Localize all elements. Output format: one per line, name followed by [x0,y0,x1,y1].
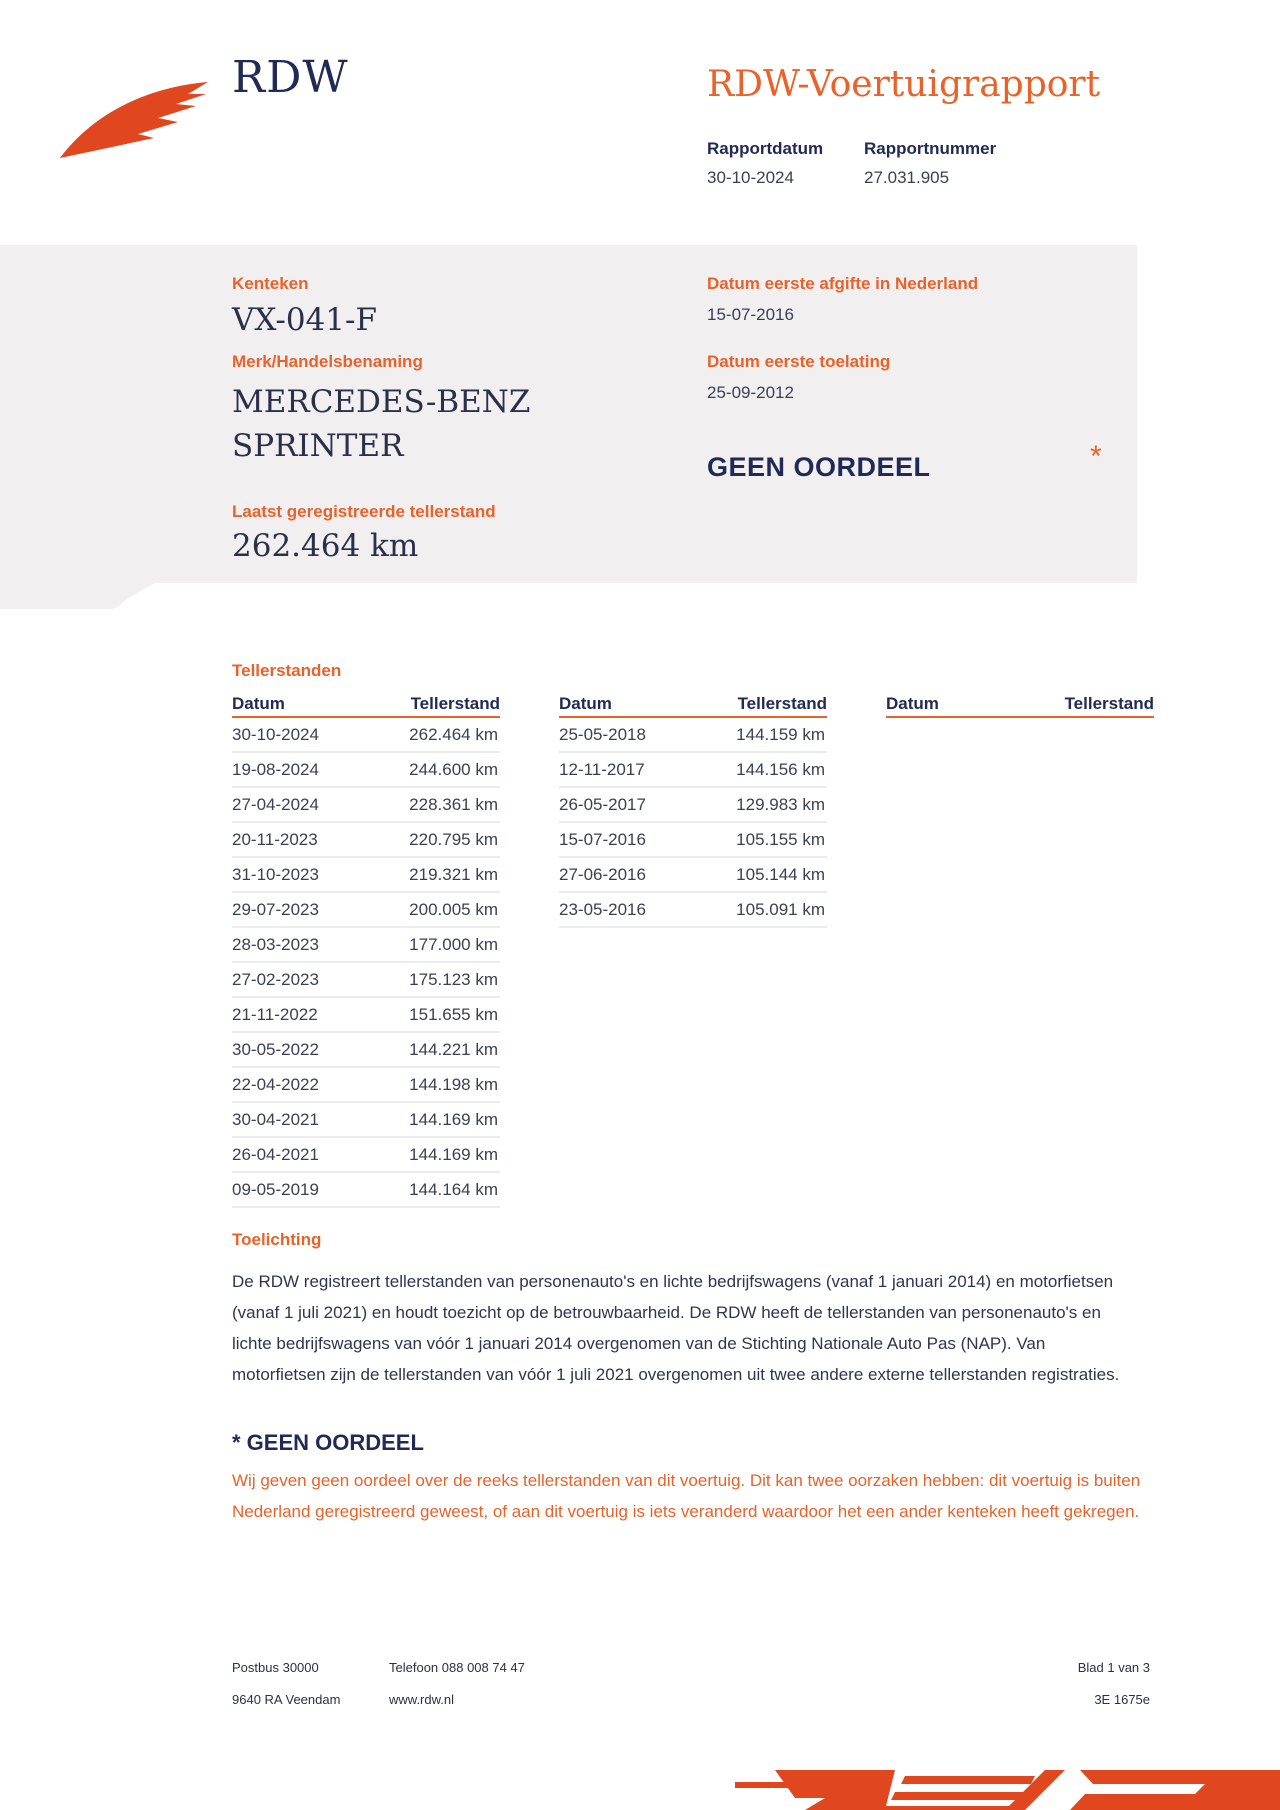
row-reading: 200.005 km [409,899,498,919]
plate-value: VX-041-F [232,302,377,338]
table-row [232,858,500,893]
table-row [559,893,827,928]
row-date: 30-04-2021 [232,1109,319,1129]
row-date: 20-11-2023 [232,829,318,849]
table-row [232,1103,500,1138]
row-reading: 262.464 km [409,724,498,744]
odometer-rows [232,718,500,1208]
header-date: Datum [886,694,939,713]
make-label: Merk/Handelsbenaming [232,352,423,371]
row-date: 21-11-2022 [232,1004,318,1024]
row-date: 19-08-2024 [232,759,319,779]
no-judgement-text: Wij geven geen oordeel over de reeks tellerstanden van dit voertuig. Dit kan twee oorzaken hebben: dit voertuig is buiten Nederland geregistreerd geweest, of aan dit voertuig is iets veranderd waardoor het een ander kenteken heeft gekregen. [232,1471,1141,1521]
decorative-stripes-icon [735,1758,1280,1810]
table-row [232,1033,500,1068]
table-row [232,1173,500,1208]
row-date: 12-11-2017 [559,759,645,779]
no-judgement-title: * GEEN OORDEEL [232,1430,424,1455]
row-date: 28-03-2023 [232,934,319,954]
table-header [232,688,500,718]
table-row [559,718,827,753]
row-reading: 144.169 km [409,1109,498,1129]
odometer-table-title: Tellerstanden [232,661,342,680]
row-reading: 144.221 km [409,1039,498,1059]
row-reading: 105.155 km [736,829,825,849]
odometer-label: Laatst geregistreerde tellerstand [232,502,496,521]
rdw-logo-icon [58,80,210,162]
row-date: 27-04-2024 [232,794,319,814]
first-admission-label: Datum eerste toelating [707,352,891,371]
row-reading: 175.123 km [409,969,498,989]
report-date: 30-10-2024 [707,168,794,187]
table-row [232,1068,500,1103]
table-row [232,928,500,963]
table-row [232,893,500,928]
report-date-label: Rapportdatum [707,139,824,158]
row-reading: 144.169 km [409,1144,498,1164]
table-row [232,1138,500,1173]
header-reading: Tellerstand [410,694,500,713]
row-date: 15-07-2016 [559,829,646,849]
row-reading: 151.655 km [409,1004,498,1024]
odometer-value: 262.464 km [232,528,419,564]
first-nl-value: 15-07-2016 [707,305,794,324]
first-nl-label: Datum eerste afgifte in Nederland [707,274,979,293]
row-reading: 144.164 km [409,1179,498,1199]
row-date: 29-07-2023 [232,899,319,919]
summary-panel [0,245,1137,583]
footer-page-number: Blad 1 van 3 [1077,1660,1150,1675]
odometer-column-2 [559,688,827,928]
row-date: 27-06-2016 [559,864,646,884]
row-date: 31-10-2023 [232,864,319,884]
row-date: 25-05-2018 [559,724,646,744]
row-reading: 129.983 km [736,794,825,814]
make-value-line2: SPRINTER [232,428,404,464]
row-reading: 105.144 km [736,864,825,884]
footer-postbus: Postbus 30000 [232,1660,319,1675]
report-number-label: Rapportnummer [864,139,997,158]
panel-notch [0,583,155,609]
odometer-column-3 [886,688,1154,718]
brand-name: RDW [232,52,349,103]
row-date: 22-04-2022 [232,1074,319,1094]
first-admission-value: 25-09-2012 [707,383,794,402]
row-date: 26-04-2021 [232,1144,319,1164]
footer-website-link[interactable]: www.rdw.nl [389,1692,455,1707]
table-row [559,753,827,788]
header-reading: Tellerstand [737,694,827,713]
header-date: Datum [559,694,612,713]
table-row [232,998,500,1033]
table-header [559,688,827,718]
footer-address: 9640 RA Veendam [232,1692,341,1707]
header-date: Datum [232,694,285,713]
row-date: 09-05-2019 [232,1179,319,1199]
table-row [232,823,500,858]
plate-label: Kenteken [232,274,309,293]
table-row [559,858,827,893]
footer-doc-code: 3E 1675e [1094,1692,1150,1707]
row-reading: 144.156 km [736,759,825,779]
row-date: 26-05-2017 [559,794,646,814]
row-reading: 244.600 km [409,759,498,779]
table-row [232,753,500,788]
odometer-rows [559,718,827,928]
row-reading: 219.321 km [409,864,498,884]
verdict: GEEN OORDEEL [707,452,931,482]
make-value-line1: MERCEDES-BENZ [232,384,531,420]
table-row [232,788,500,823]
table-row [559,823,827,858]
row-reading: 144.198 km [409,1074,498,1094]
footer-phone: Telefoon 088 008 74 47 [389,1660,525,1675]
row-date: 30-10-2024 [232,724,319,744]
row-reading: 177.000 km [409,934,498,954]
explanation-text: De RDW registreert tellerstanden van personenauto's en lichte bedrijfswagens (vanaf 1 januari 2014) en motorfietsen (vanaf 1 juli 2021) en houdt toezicht op de betrouwbaarheid. De RDW heeft de tellerstanden van personenauto's en lichte bedrijfswagens van vóór 1 januari 2014 overgenomen van de Stichting Nationale Auto Pas (NAP). Van motorfietsen zijn de tellerstanden van vóór 1 juli 2021 overgenomen uit twee andere externe tellerstanden registraties. [232,1272,1120,1384]
report-title: RDW-Voertuigrapport [707,64,1101,105]
row-reading: 220.795 km [409,829,498,849]
table-row [232,963,500,998]
table-header [886,688,1154,718]
row-date: 27-02-2023 [232,969,319,989]
explanation-title: Toelichting [232,1230,322,1249]
odometer-column-1 [232,688,500,1208]
table-row [559,788,827,823]
row-reading: 144.159 km [736,724,825,744]
report-number: 27.031.905 [864,168,950,187]
row-date: 30-05-2022 [232,1039,319,1059]
verdict-asterisk: * [1090,440,1102,473]
header-reading: Tellerstand [1064,694,1154,713]
row-reading: 105.091 km [736,899,825,919]
row-date: 23-05-2016 [559,899,646,919]
table-row [232,718,500,753]
row-reading: 228.361 km [409,794,498,814]
